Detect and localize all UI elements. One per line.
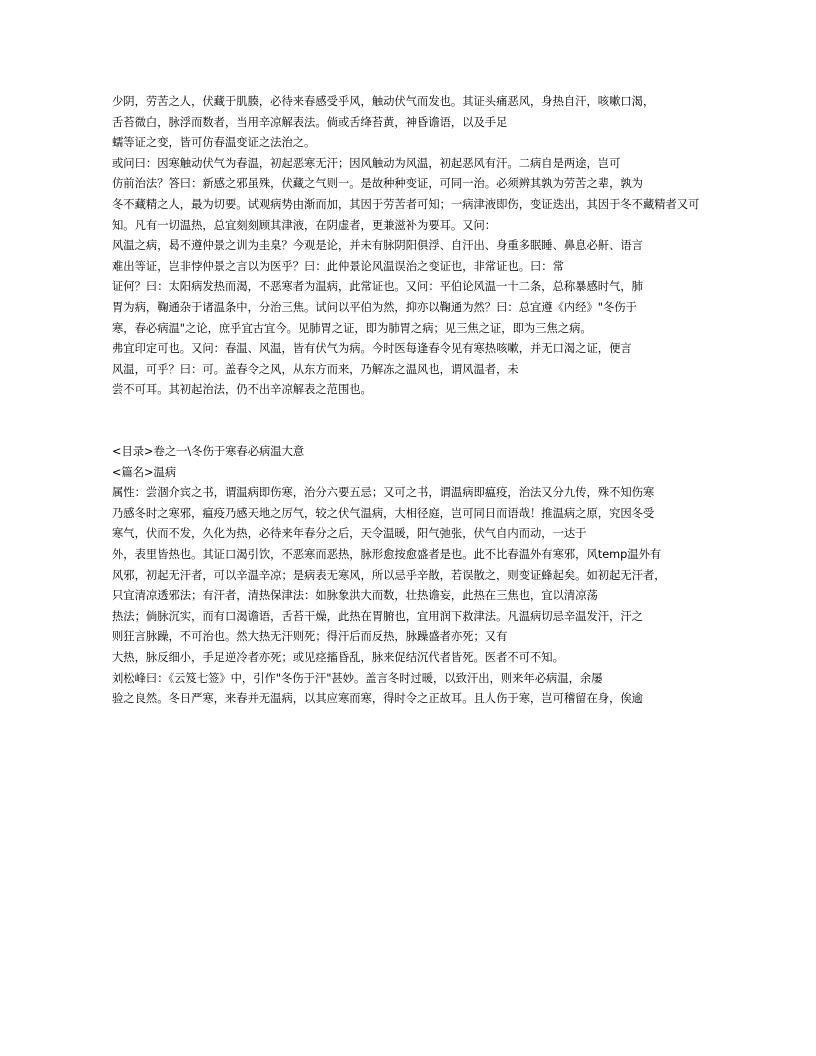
paragraph-line: 则狂言脉躁，不可治也。然大热无汗则死；得汗后而反热，脉躁盛者亦死；又有 bbox=[112, 630, 508, 644]
paragraph-line: 仿前治法？答曰：新感之邪虽殊，伏藏之气则一。是故种种变证，可同一治。必须辨其孰为劳苦之辈，孰为 bbox=[112, 177, 643, 191]
chapter-heading: <篇名>温病 bbox=[112, 465, 177, 479]
toc-heading: <目录>卷之一\冬伤于寒春必病温大意 bbox=[112, 445, 305, 459]
paragraph-line: 只宜清凉透邪法；有汗者，清热保津法：如脉象洪大而数，壮热谵妄，此热在三焦也，宜以清凉荡 bbox=[112, 589, 598, 603]
paragraph-line: 热法；倘脉沉实，而有口渴谵语，舌苔干燥，此热在胃腑也，宜用润下救津法。凡温病切忌辛温发汗，汗之 bbox=[112, 609, 643, 623]
paragraph-line: 风邪，初起无汗者，可以辛温辛凉；是病表无寒风，所以忌乎辛散，若误散之，则变证蜂起矣。如初起无汗者， bbox=[112, 568, 666, 582]
paragraph-line: 冬不藏精之人，最为切要。试观病势由渐而加，其因于劳苦者可知；一病津液即伤，变证迭出，其因于冬不藏精者又可知。凡有一切温热，总宜刻刻顾其津液，在阴虚者，更兼滋补为要耳。又问： bbox=[112, 197, 700, 232]
section-gap bbox=[112, 422, 704, 443]
paragraph-line: 少阴，劳苦之人，伏藏于肌腠，必待来春感受乎风，触动伏气而发也。其证头痛恶风，身热自汗，咳嗽口渴， bbox=[112, 95, 655, 108]
paragraph-line: 或问曰：因寒触动伏气为春温，初起恶寒无汗；因风触动为风温，初起恶风有汗。二病自是两途，岂可 bbox=[112, 156, 621, 170]
paragraph-line: 刘松峰曰：《云笈七签》中，引作"冬伤于汗"甚妙。盖言冬时过暖，以致汗出，则来年必病温，余屡 bbox=[112, 671, 603, 685]
paragraph-line: 胃为病，鞠通杂于诸温条中，分治三焦。试问以平伯为然，抑亦以鞠通为然？曰：总宜遵《内经》"冬伤于 bbox=[112, 300, 637, 314]
paragraph-line: 难出等证，岂非悖仲景之言以为医乎？曰：此仲景论风温误治之变证也，非常证也。曰：常 bbox=[112, 259, 564, 273]
document-body bbox=[112, 92, 704, 710]
paragraph-line: 验之良然。冬日严寒，来春并无温病，以其应寒而寒，得时令之正故耳。且人伤于寒，岂可稽留在身，俟逾 bbox=[112, 692, 643, 706]
paragraph-line: 风温之病，曷不遵仲景之训为圭臬？今观是论，并未有脉阴阳俱浮、自汗出、身重多眠睡、鼻息必鼾、语言 bbox=[112, 239, 643, 253]
paragraph-line: 证何？曰：太阳病发热而渴，不恶寒者为温病，此常证也。又问：平伯论风温一十二条，总称暴感时气，肺 bbox=[112, 280, 643, 294]
paragraph-line: 属性：尝涸介宾之书，谓温病即伤寒，治分六要五忌；又可之书，谓温病即瘟疫，治法又分九传，殊不知伤寒 bbox=[112, 486, 655, 500]
paragraph-line: 弗宜印定可也。又问：春温、风温，皆有伏气为病。今时医每逢春令见有寒热咳嗽，并无口渴之证，便言 bbox=[112, 342, 632, 356]
paragraph-line: 外，表里皆热也。其证口渴引饮，不恶寒而恶热，脉形愈按愈盛者是也。此不比春温外有寒邪，风temp温外有 bbox=[112, 548, 662, 562]
paragraph-line: 蠕等证之变，皆可仿春温变证之法治之。 bbox=[112, 136, 316, 150]
paragraph-line: 大热，脉反细小，手足逆冷者亦死；或见痉搐昏乱，脉来促结沉代者皆死。医者不可不知。 bbox=[112, 651, 564, 665]
paragraph-line: 风温，可乎？曰：可。盖春令之风，从东方而来，乃解冻之温风也，谓风温者，未 bbox=[112, 362, 519, 376]
paragraph-line: 寒气，伏而不发，久化为热，必待来年春分之后，天令温暖，阳气弛张，伏气自内而动，一达于 bbox=[112, 527, 587, 541]
section-gap bbox=[112, 401, 704, 422]
paragraph-line: 寒，春必病温"之论，庶乎宜古宜今。见肺胃之证，即为肺胃之病；见三焦之证，即为三焦之病。 bbox=[112, 321, 592, 335]
paragraph-line: 乃感冬时之寒邪，瘟疫乃感天地之厉气，较之伏气温病，大相径庭，岂可同日而语哉！推温病之原，究因冬受 bbox=[112, 506, 655, 520]
paragraph-line: 尝不可耳。其初起治法，仍不出辛凉解表之范围也。 bbox=[112, 383, 372, 397]
paragraph-line: 舌苔微白，脉浮而数者，当用辛凉解表法。倘或舌绛苔黄，神昏谵语，以及手足 bbox=[112, 115, 508, 129]
